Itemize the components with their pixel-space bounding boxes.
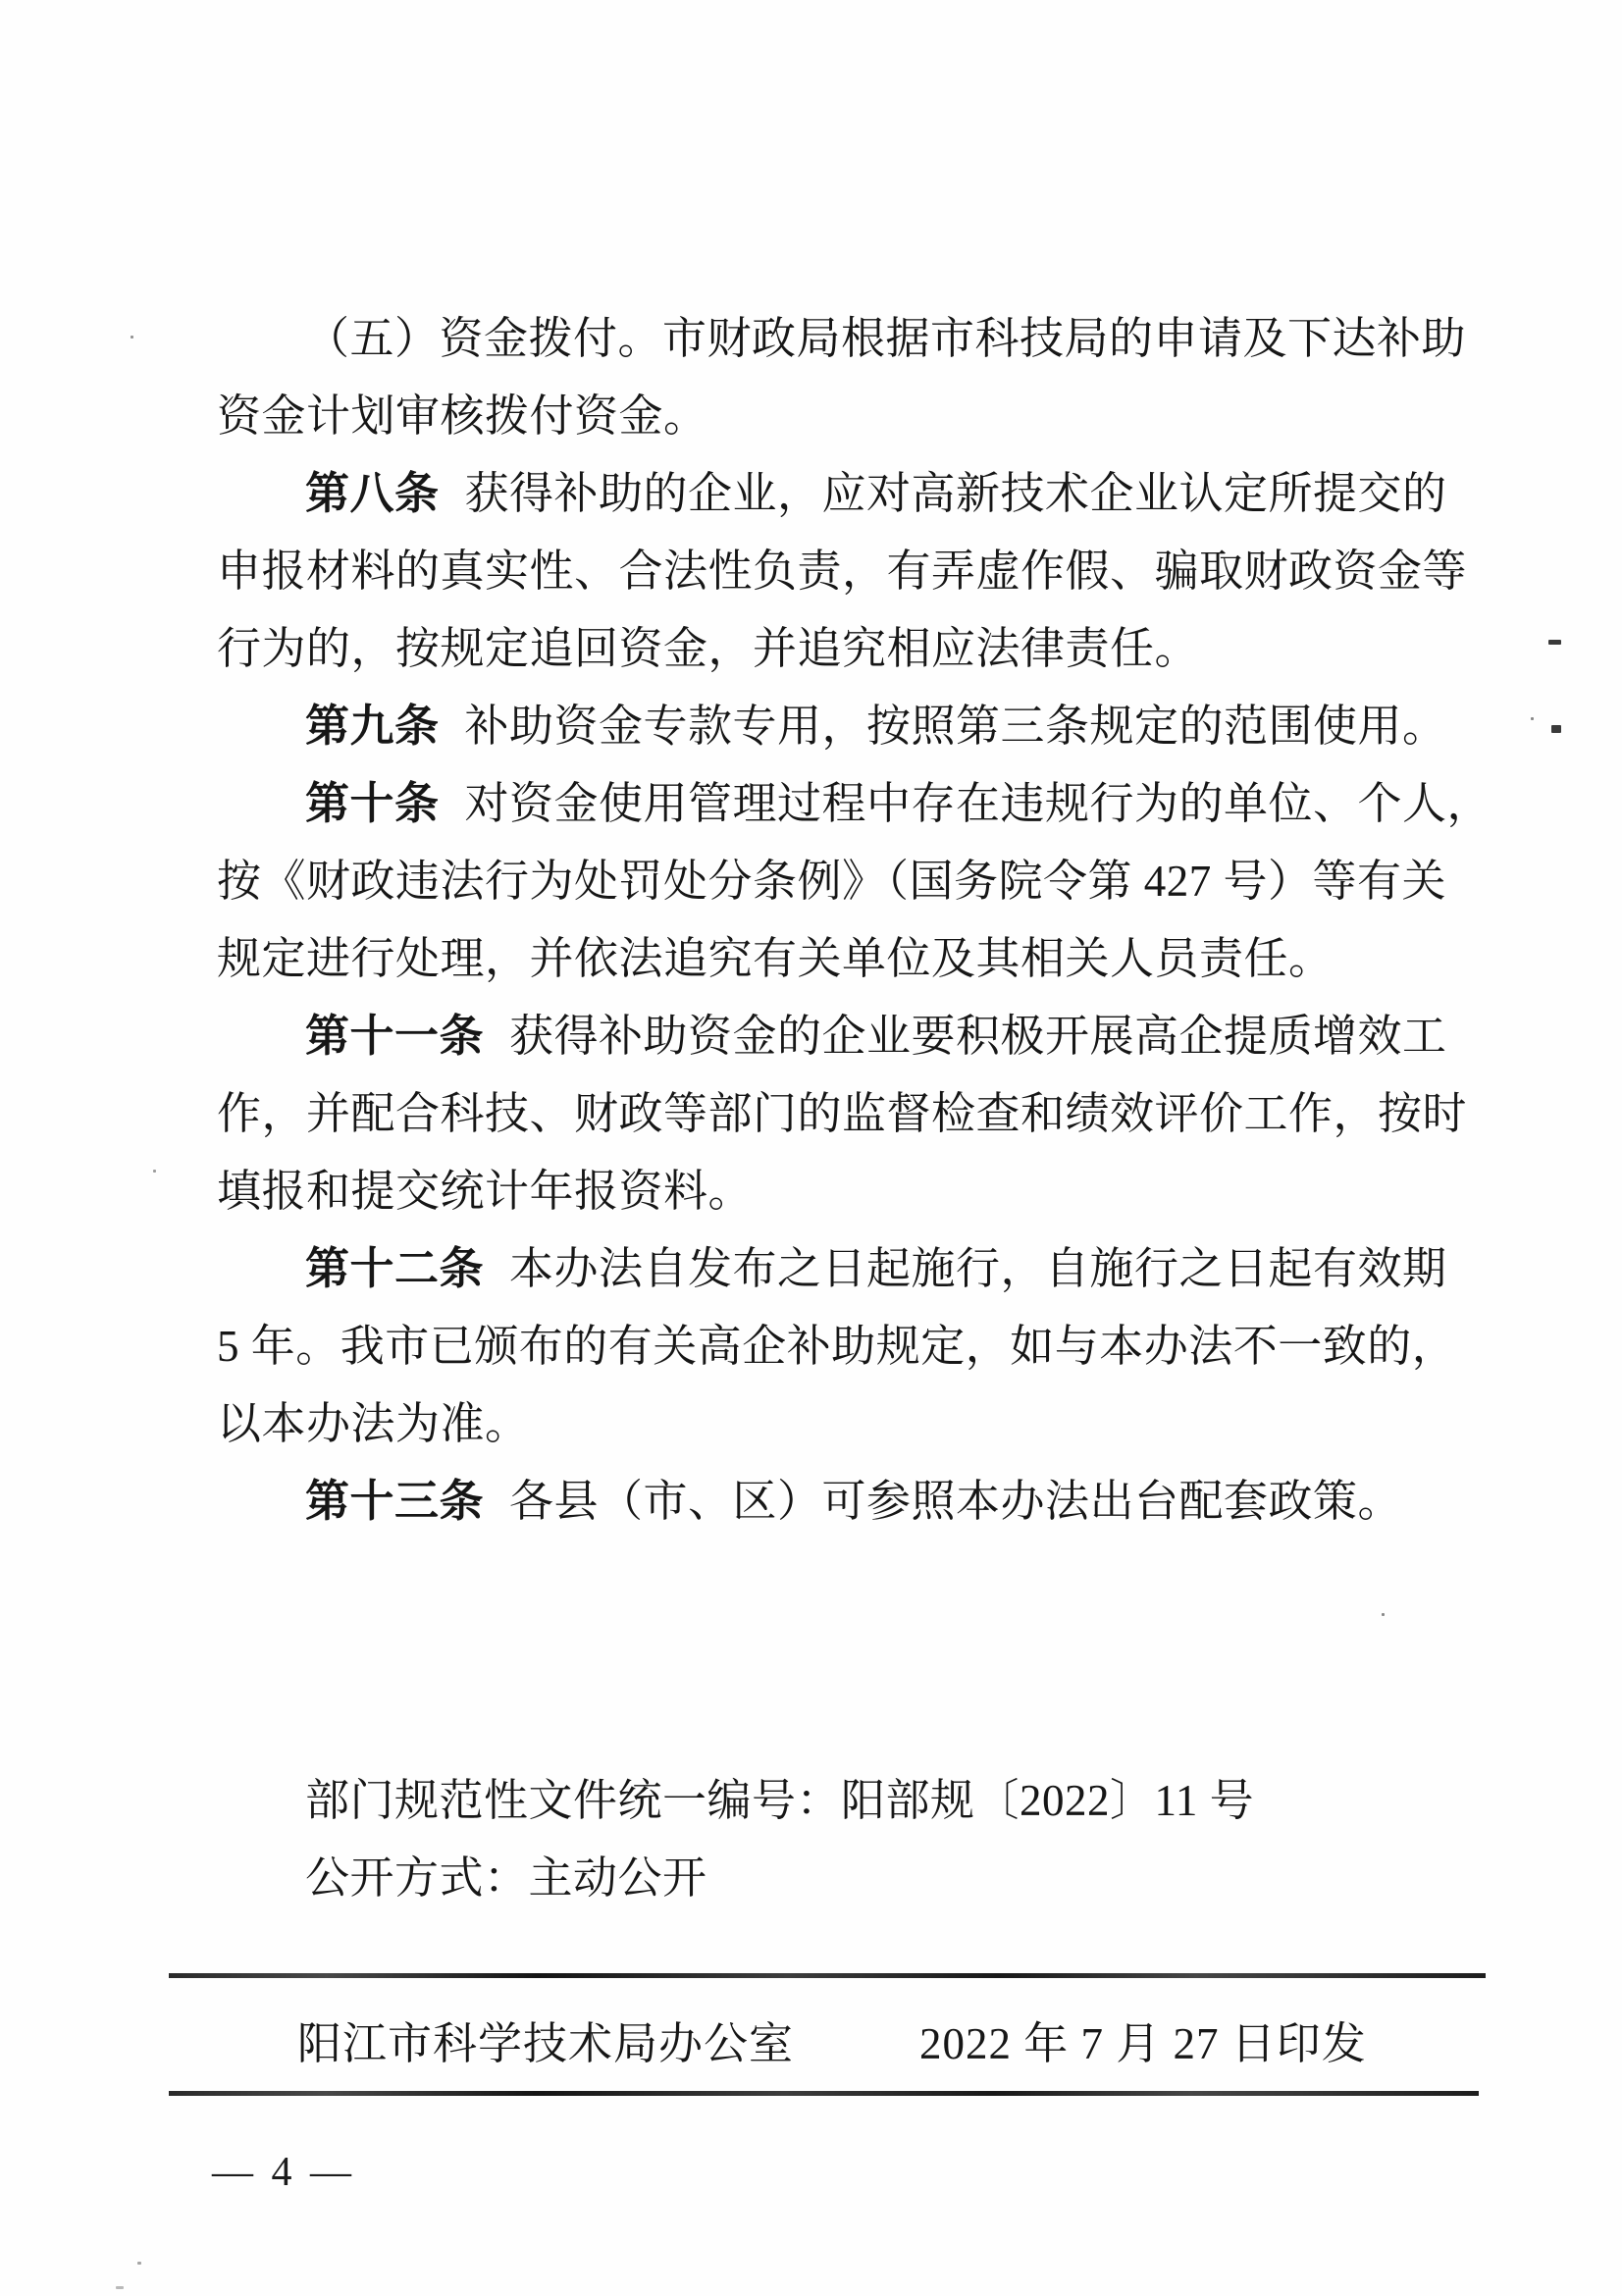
body-line	[217, 622, 1199, 675]
body-line	[217, 545, 1467, 598]
body-line	[305, 1242, 1447, 1295]
meta-publicity: 公开方式：主动公开	[305, 1853, 707, 1903]
footer-rule-bottom	[169, 2091, 1479, 2096]
body-line	[305, 700, 1447, 753]
body-line	[305, 312, 1466, 365]
body-line	[305, 467, 1447, 520]
article-number: 第十三条	[305, 1477, 485, 1526]
body-line-text: 以本办法为准。	[217, 1399, 530, 1448]
article-number: 第十条	[305, 779, 440, 828]
article-number: 第十一条	[305, 1012, 485, 1061]
body-line-text: 本办法自发布之日起施行，自施行之日起有效期	[509, 1244, 1447, 1293]
body-line	[217, 1397, 530, 1450]
body-line-text: （五）资金拨付。市财政局根据市科技局的申请及下达补助	[305, 314, 1467, 363]
page-number: — 4 —	[212, 2150, 355, 2195]
body-line	[305, 1475, 1402, 1528]
scan-speck	[131, 336, 133, 339]
scan-speck	[1548, 640, 1561, 645]
body-line-text: 作，并配合科技、财政等部门的监督检查和绩效评价工作，按时	[217, 1089, 1468, 1138]
scan-speck	[116, 2286, 124, 2289]
scan-speck	[1551, 725, 1561, 733]
article-number: 第九条	[305, 702, 440, 751]
body-line	[217, 1320, 1456, 1373]
body-line-text: 5 年。我市已颁布的有关高企补助规定，如与本办法不一致的，	[217, 1322, 1457, 1371]
body-line-text: 行为的，按规定追回资金，并追究相应法律责任。	[217, 624, 1200, 673]
body-line	[305, 1010, 1447, 1063]
body-line-text: 对资金使用管理过程中存在违规行为的单位、个人，	[464, 779, 1492, 828]
body-line-text: 资金计划审核拨付资金。	[217, 391, 708, 441]
meta-serial-number: 部门规范性文件统一编号：阳部规〔2022〕11 号	[305, 1776, 1255, 1825]
footer-print-date: 2022 年 7 月 27 日印发	[919, 2019, 1367, 2068]
body-line-text: 各县（市、区）可参照本办法出台配套政策。	[509, 1477, 1403, 1526]
article-number: 第八条	[305, 469, 440, 518]
footer-issuer: 阳江市科学技术局办公室	[297, 2019, 795, 2068]
scan-speck	[1531, 717, 1534, 720]
scan-speck	[153, 1170, 156, 1173]
scan-speck	[137, 2262, 141, 2265]
body-line	[217, 1087, 1467, 1140]
body-line	[305, 777, 1491, 830]
body-line-text: 获得补助的企业，应对高新技术企业认定所提交的	[464, 469, 1447, 518]
body-line-text: 获得补助资金的企业要积极开展高企提质增效工	[509, 1012, 1447, 1061]
body-line	[217, 1165, 753, 1218]
article-number: 第十二条	[305, 1244, 485, 1293]
body-line	[217, 855, 1446, 908]
body-line-text: 按《财政违法行为处罚处分条例》（国务院令第 427 号）等有关	[217, 857, 1447, 906]
body-line-text: 填报和提交统计年报资料。	[217, 1167, 754, 1216]
body-line-text: 规定进行处理，并依法追究有关单位及其相关人员责任。	[217, 934, 1334, 983]
body-line	[217, 390, 708, 443]
body-line	[217, 932, 1334, 985]
scan-speck	[1382, 1613, 1385, 1616]
body-line-text: 补助资金专款专用，按照第三条规定的范围使用。	[464, 702, 1447, 751]
body-line-text: 申报材料的真实性、合法性负责，有弄虚作假、骗取财政资金等	[217, 547, 1468, 596]
footer-rule-top	[169, 1973, 1486, 1978]
